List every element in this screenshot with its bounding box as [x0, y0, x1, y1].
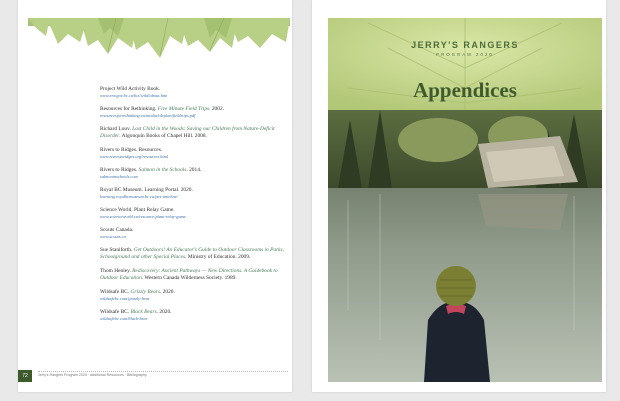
reference-link[interactable]: www.env.gov.bc.ca/hct/wild/about.htm [100, 93, 168, 98]
reference-link[interactable]: salmoninschools.com [100, 174, 138, 179]
brand-title: JERRY'S RANGERS [411, 40, 519, 50]
header-band [328, 18, 602, 110]
reference-segment: Rivers to Ridges. [100, 167, 139, 173]
reference-text [100, 268, 286, 282]
reference-item [100, 268, 286, 282]
reference-text [100, 167, 286, 174]
reference-segment: . 2020. [159, 289, 175, 295]
reference-segment: Resources for Rethinking. [100, 106, 158, 112]
reference-text [100, 207, 286, 214]
page-number: 72 [18, 370, 32, 382]
reference-item [100, 247, 286, 261]
reference-segment: . Ministry of Education. 2009. [185, 254, 251, 260]
reference-text [100, 247, 286, 261]
reference-segment: Project Wild Activity Book. [100, 86, 161, 92]
reference-link[interactable]: www.riverstoridges.org/resources.html [100, 154, 169, 159]
reference-link[interactable]: learning.royalbcmuseum.bc.ca/pes-timeline/ [100, 194, 178, 199]
right-page [312, 0, 606, 392]
reference-link[interactable]: www.scouts.ca [100, 234, 126, 239]
reference-segment: Richard Louv. [100, 126, 133, 132]
footer-rule [38, 371, 288, 372]
reference-segment: Thom Henley. [100, 268, 133, 274]
reference-segment: Sue Staniforth. [100, 247, 134, 253]
bibliography-list [100, 86, 286, 329]
reference-item [100, 289, 286, 302]
reference-link[interactable]: wildsafebc.com/black-bear [100, 316, 148, 321]
reference-item [100, 126, 286, 140]
reference-segment: . Algonquin Books of Chapel Hill. 2008. [119, 133, 207, 139]
reference-text [100, 106, 286, 113]
reference-text [100, 309, 286, 316]
section-title: Appendices [413, 78, 517, 102]
reference-title: Grizzly Bears [130, 289, 160, 295]
reference-text [100, 126, 286, 140]
reference-link[interactable]: resourcesforrethinking.ca/media/r4rplan/fieldtrips.pdf [100, 113, 196, 118]
reference-text [100, 187, 286, 194]
reference-title: Last Child in the Woods: Saving our Children from Nature-Deficit Disorder [100, 126, 275, 139]
reference-segment: Royal BC Museum. Learning Portal. 2020. [100, 187, 193, 193]
reference-text [100, 86, 286, 93]
reference-title: Five Minute Field Trips [157, 106, 210, 112]
reference-link[interactable]: wildsafebc.com/grizzly-bear [100, 296, 150, 301]
reference-item [100, 207, 286, 220]
lake-child-photo [328, 110, 602, 382]
reference-link[interactable]: www.scienceworld.ca/resource/plant-relay-game [100, 214, 186, 219]
reference-title: Black Bears [130, 309, 157, 315]
reference-segment: Wildsafe BC. [100, 289, 131, 295]
reference-segment: . 2002. [209, 106, 224, 112]
reference-segment: . Western Canada Wilderness Society. 1989. [141, 275, 237, 281]
reference-item [100, 147, 286, 160]
reference-segment: . 2014. [186, 167, 202, 173]
reference-text [100, 227, 286, 234]
left-page [18, 0, 292, 392]
reference-text [100, 289, 286, 296]
reference-segment: Science World. Plant Relay Game. [100, 207, 175, 213]
leaf-banner-image [28, 18, 290, 62]
reference-item [100, 167, 286, 180]
reference-title: Salmon in the Schools [138, 167, 187, 173]
reference-title: Rediscovery: Ancient Pathways — New Directions. A Guidebook to Outdoor Education [100, 268, 278, 281]
reference-segment: . 2020. [156, 309, 172, 315]
reference-segment: Scouts Canada. [100, 227, 134, 233]
reference-item [100, 187, 286, 200]
reference-item [100, 106, 286, 119]
reference-title: Get Outdoors! An Educator's Guide to Outdoor Classrooms in Parks, Schoolground and other Special Places [100, 247, 284, 260]
reference-item [100, 227, 286, 240]
reference-segment: Rivers to Ridges. Resources. [100, 147, 163, 153]
footer-text: Jerry's Rangers Program 2020 · Additional Resources · Bibliography [38, 373, 147, 377]
page-footer [18, 368, 292, 384]
reference-item [100, 309, 286, 322]
brand-subtitle: PROGRAM 2020 [436, 52, 494, 57]
reference-item [100, 86, 286, 99]
reference-segment: Wildsafe BC. [100, 309, 131, 315]
reference-text [100, 147, 286, 154]
